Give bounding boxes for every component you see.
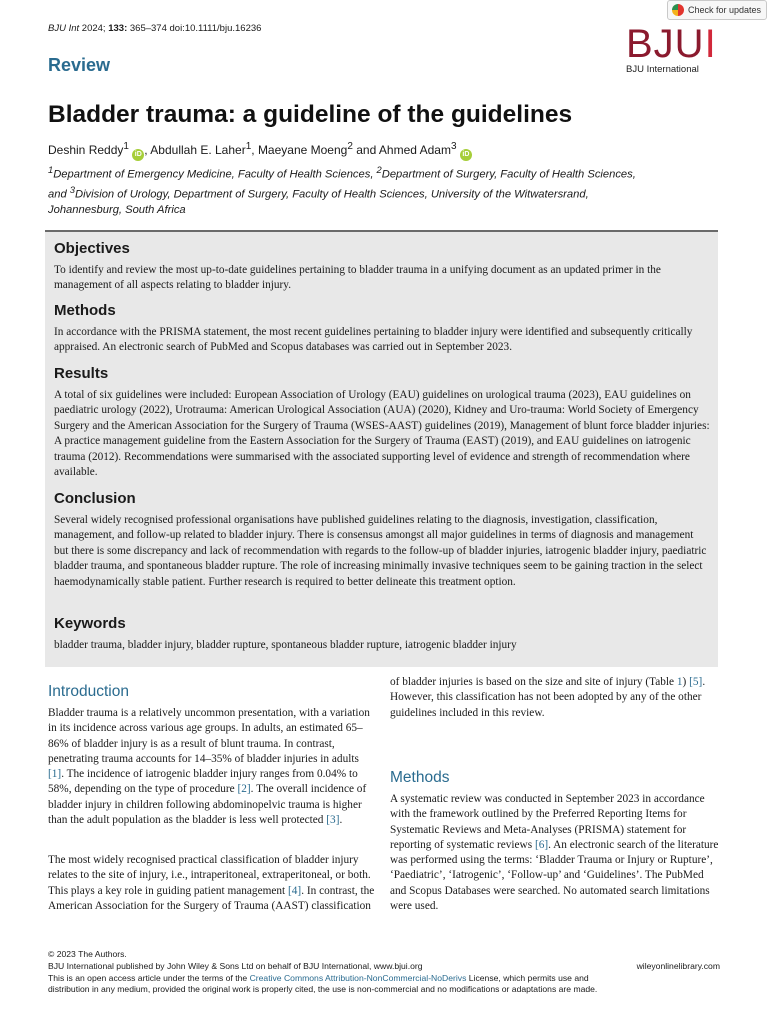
citation-line: BJU Int 2024; 133: 365–374 doi:10.1111/bju.16236 [48, 23, 262, 34]
objectives-text: To identify and review the most up-to-date guidelines pertaining to bladder trauma in a unifying document as an updated primer in the management of all aspects relating to bladder injury. [54, 264, 661, 292]
reference-link[interactable]: [1] [48, 768, 62, 781]
license-link[interactable]: Creative Commons Attribution-NonCommercial-NoDerivs [249, 972, 467, 983]
reference-link[interactable]: [4] [288, 884, 302, 897]
page-footer [48, 949, 720, 996]
objectives-heading: Objectives [54, 240, 130, 257]
conclusion-heading: Conclusion [54, 490, 136, 507]
author-name[interactable]: Ahmed Adam [378, 143, 451, 157]
author-name[interactable]: Deshin Reddy [48, 143, 124, 157]
methods-text: In accordance with the PRISMA statement, the most recent guidelines pertaining to bladder injury were identified and subsequently critically appraised. An electronic search of PubMed and Scopus databases was carried out in September 2023. [54, 326, 693, 354]
reference-link[interactable]: [6] [534, 838, 549, 851]
author-list: Deshin Reddy$^1$ iD , Abdullah E. Laher$^1$, Maeyane Moeng$^2$ and Ahmed Adam$^3$ iD [48, 141, 472, 161]
logo-subtitle: BJU International [626, 64, 699, 75]
author-name[interactable]: Maeyane Moeng [257, 143, 348, 157]
introduction-heading: Introduction [48, 683, 129, 700]
introduction-paragraph: The most widely recognised practical classification of bladder injury relates to the site of injury, i.e., intraperitoneal, extraperitoneal, or both. This plays a key role in guiding patient management [4]. In contrast, the American Association for the Surgery of Trauma (AAST) classification [48, 854, 375, 912]
results-text: A total of six guidelines were included: European Association of Urology (EAU) guidelines on urological trauma (2023), EAU guidelines on paediatric urology (2022), Urotrauma: American Urological Association (AUA) (2020), Kidney and Uro-trauma: World Society of Emergency Surgery and the American Association for the Surgery of Trauma (WSES-AAST) guidelines (2019), Management of blunt force bladder injuries: A practice management guideline from the Eastern Association for the Surgery of Trauma (EAST) (2019), and EAU guidelines on iatrogenic trauma (2012). Recommendations were summarised with the associated supporting level of evidence and strength of recommendation where available. [54, 389, 710, 479]
site-link[interactable]: wileyonlinelibrary.com [636, 960, 720, 971]
license-line: This is an open access article under the terms of the Creative Commons Attribution-NonCommercial-NoDerivs License, which permits use and [48, 972, 589, 983]
reference-link[interactable]: [3] [326, 814, 340, 827]
reference-link[interactable]: [5] [689, 676, 703, 688]
check-for-updates-button[interactable] [667, 0, 767, 20]
keywords-heading: Keywords [54, 615, 126, 632]
keywords-text: bladder trauma, bladder injury, bladder rupture, spontaneous bladder rupture, iatrogenic bladder injury [54, 639, 517, 651]
conclusion-text: Several widely recognised professional organisations have published guidelines relating to the diagnosis, investigation, classification, management, and follow-up related to bladder injury. There is consensus amongst all major guidelines in terms of diagnosis and management but there is some discrepancy and lack of recommendation with regards to the follow-up of bladder injuries, iatrogenic bladder injury, paediatric bladder trauma, and spontaneous bladder rupture. The role of increasing minimally invasive techniques seem to be gaining traction in the select haemodynamically stable patient. Further research is required to better delineate this treatment option. [54, 514, 707, 588]
check-updates-label: Check for updates [688, 5, 762, 15]
reference-link[interactable]: [2] [237, 783, 251, 796]
copyright: © 2023 The Authors. [48, 949, 127, 959]
introduction-continued: of bladder injuries is based on the size and site of injury (Table 1) [5]. However, this classification has not been adopted by any of the other guidelines included in this review. [390, 676, 706, 719]
journal-logo: BJUI BJU International [626, 22, 720, 78]
methods-heading: Methods [54, 302, 116, 319]
orcid-icon[interactable]: iD [460, 149, 472, 161]
results-heading: Results [54, 365, 109, 382]
license-line-2: distribution in any medium, provided the original work is properly cited, the use is non-commercial and no modifications or adaptations are made. [48, 984, 598, 995]
author-name[interactable]: Abdullah E. Laher [150, 143, 246, 157]
introduction-paragraph: Bladder trauma is a relatively uncommon presentation, with a variation in its incidence across various age groups. In adults, an estimated 65–86% of bladder injury is as a result of blunt trauma. In contrast, penetrating trauma accounts for 14–35% of bladder injuries in adults [1]. The incidence of iatrogenic bladder injury ranges from 0.04% to 58%, depending on the type of procedure [2]. The overall incidence of bladder injury in children following abdominopelvic trauma is higher than the adult population as the bladder is less well protected [3]. [48, 707, 370, 827]
orcid-icon[interactable]: iD [132, 149, 144, 161]
publisher-line: BJU International published by John Wiley & Sons Ltd on behalf of BJU International, www.bjui.org [48, 960, 423, 971]
affiliations: $^1$Department of Emergency Medicine, Faculty of Health Sciences, $^2$Department of Surgery, Faculty of Health Sciences, and $^3$Division of Urology, Department of Surgery, Faculty of Health Sciences, University of the Witwatersrand, Johannesburg, South Africa [48, 165, 636, 217]
methods-paragraph: A systematic review was conducted in September 2023 in accordance with the framework outlined by the Preferred Reporting Items for Systematic Reviews and Meta-Analyses (PRISMA) statement for reporting of systematic reviews [6]. An electronic search of the literature was performed using the terms: ‘Bladder Trauma or Injury or Rupture’, ‘Paediatric’, ‘Iatrogenic’, ‘Follow-up’ and ‘Guidelines’. The PubMed and Scopus Databases were searched. No automated search limitations were used. [390, 793, 719, 913]
article-title: Bladder trauma: a guideline of the guidelines [48, 101, 573, 128]
crossmark-icon [672, 4, 684, 16]
table-link[interactable]: 1 [676, 676, 683, 688]
methods-section-heading: Methods [390, 769, 450, 786]
section-label: Review [48, 55, 111, 75]
